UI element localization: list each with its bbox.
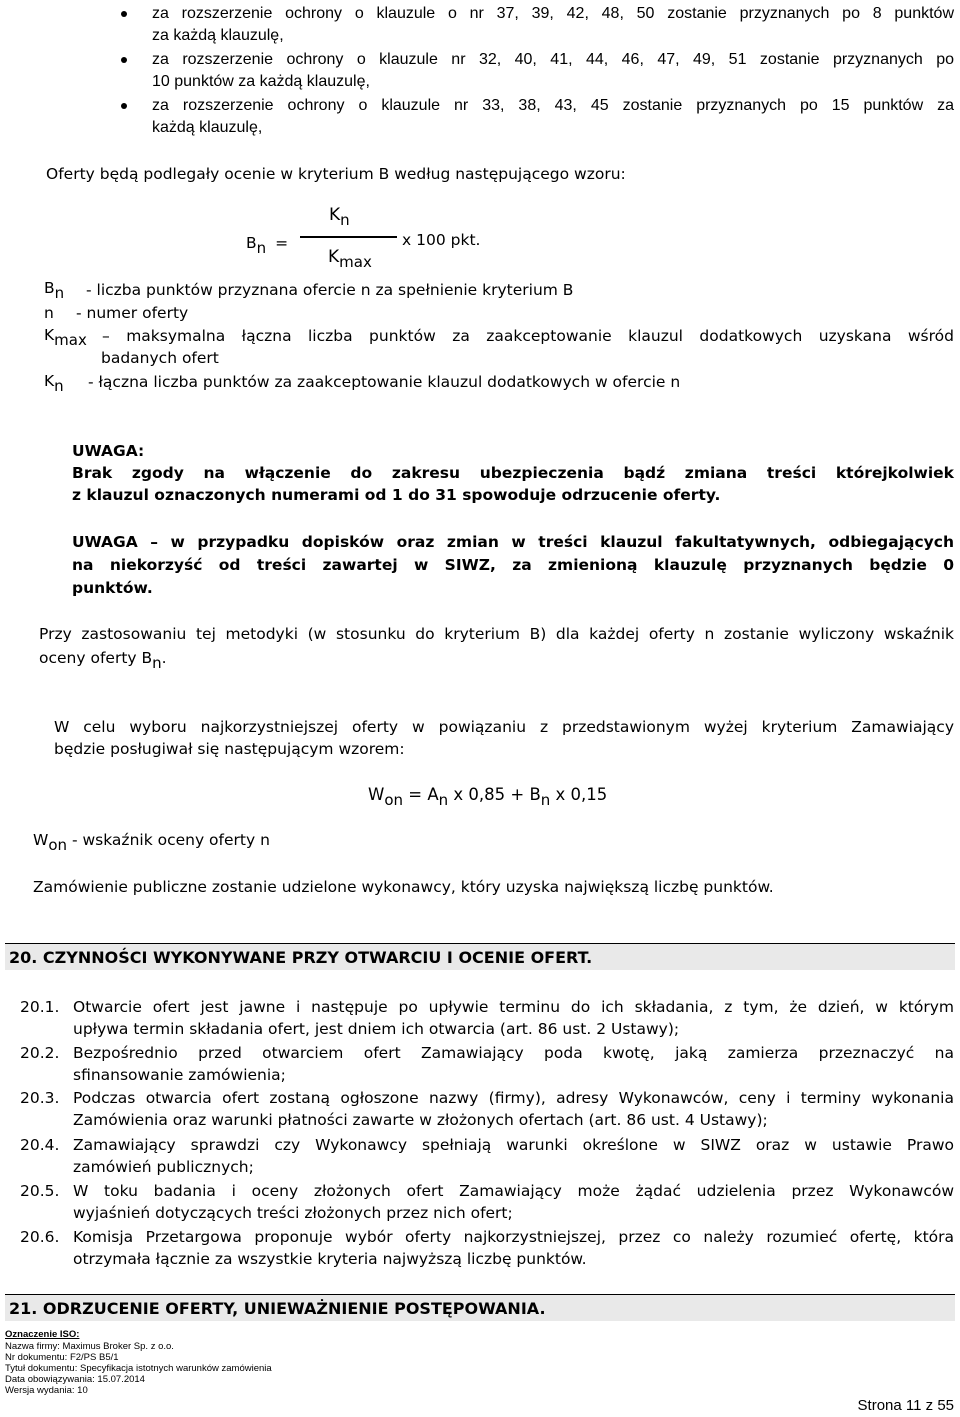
legend-symbol: Bn: [44, 279, 65, 302]
legend-text: – maksymalna łączna liczba punktów za zaakceptowanie klauzul dodatkowych uzyskana wśród: [102, 327, 954, 345]
bullet-line: za rozszerzenie ochrony o klauzule nr 33, 38, 43, 45 zostanie przyznanych po 15 punktów za: [152, 97, 954, 114]
item-number: 20.6.: [20, 1228, 60, 1246]
formula-b-lhs: Bn =: [246, 234, 289, 257]
footer-company: Nazwa firmy: Maximus Broker Sp. z o.o.: [5, 1341, 174, 1352]
legend-text: - numer oferty: [76, 304, 189, 322]
item-text: sfinansowanie zamówienia;: [73, 1066, 286, 1084]
section-21-heading: [5, 1294, 955, 1321]
item-number: 20.3.: [20, 1089, 60, 1107]
item-text: Komisja Przetargowa proponuje wybór oferty najkorzystniejszej, przez co należy rozumieć ofertę, która: [73, 1228, 954, 1246]
legend-symbol: Kmax: [44, 326, 87, 349]
bullet-line: za rozszerzenie ochrony o klauzule o nr 37, 39, 42, 48, 50 zostanie przyznanych po 8 punktów: [152, 5, 954, 22]
selection-text: W celu wyboru najkorzystniejszej oferty w powiązaniu z przedstawionym wyżej kryterium Zamawiający: [54, 718, 954, 736]
item-text: Bezpośrednio przed otwarciem ofert Zamawiający poda kwotę, jaką zamierza przeznaczyć na: [73, 1044, 954, 1062]
fraction-bar: [300, 236, 397, 238]
legend-symbol: Kn: [44, 372, 64, 395]
footer-version: Wersja wydania: 10: [5, 1385, 88, 1396]
item-text: Podczas otwarcia ofert zostaną ogłoszone nazwy (firmy), adresy Wykonawców, ceny i terminy wykonania: [73, 1089, 954, 1107]
bullet-line: za rozszerzenie ochrony o klauzule nr 32, 40, 41, 44, 46, 47, 49, 51 zostanie przyznanych po: [152, 51, 954, 68]
section-title: 20. CZYNNOŚCI WYKONYWANE PRZY OTWARCIU I OCENIE OFERT.: [9, 948, 593, 967]
method-text: oceny oferty Bn.: [39, 649, 167, 672]
legend-symbol: n: [44, 304, 54, 322]
item-text: otrzymała łącznie za wszystkie kryteria najwyższą liczbę punktów.: [73, 1250, 587, 1268]
footer-valid-date: Data obowiązywania: 15.07.2014: [5, 1374, 145, 1385]
formula-w: Won = An x 0,85 + Bn x 0,15: [368, 785, 608, 809]
item-text: wyjaśnień dotyczących treści złożonych przez nich ofert;: [73, 1204, 513, 1222]
bullet-dot: [121, 103, 127, 109]
footer-doc-number: Nr dokumentu: F2/PS B5/1: [5, 1352, 119, 1363]
footer-iso-label: Oznaczenie ISO:: [5, 1329, 80, 1340]
item-number: 20.1.: [20, 998, 60, 1016]
award-text: Zamówienie publiczne zostanie udzielone wykonawcy, który uzyska największą liczbę punktów.: [33, 878, 774, 896]
warning-text: Brak zgody na włączenie do zakresu ubezpieczenia bądź zmiana treści którejkolwiek: [72, 464, 954, 482]
warning-text: UWAGA – w przypadku dopisków oraz zmian w treści klauzul fakultatywnych, odbiegających: [72, 533, 954, 551]
bullet-dot: [121, 11, 127, 17]
bullet-line: 10 punktów za każdą klauzulę,: [152, 73, 370, 90]
item-number: 20.4.: [20, 1136, 60, 1154]
w-legend: Won - wskaźnik oceny oferty n: [33, 831, 270, 854]
warning-text: punktów.: [72, 579, 153, 597]
bullet-dot: [121, 57, 127, 63]
legend-text: - łączna liczba punktów za zaakceptowanie klauzul dodatkowych w ofercie n: [88, 373, 681, 391]
formula-b-numerator: Kn: [329, 205, 350, 229]
warning-text: na niekorzyść od treści zawartej w SIWZ, za zmienioną klauzulę przyznanych będzie 0: [72, 556, 954, 574]
selection-text: będzie posługiwał się następującym wzorem:: [54, 740, 405, 758]
page-number: Strona 11 z 55: [857, 1397, 954, 1414]
method-text: Przy zastosowaniu tej metodyki (w stosunku do kryterium B) dla każdej oferty n zostanie wyliczony wskaźnik: [39, 625, 954, 643]
legend-text: - liczba punktów przyznana ofercie n za spełnienie kryterium B: [86, 281, 574, 299]
item-text: Zamawiający sprawdzi czy Wykonawcy spełniają warunki określone w SIWZ oraz w ustawie Prawo: [73, 1136, 954, 1154]
item-number: 20.5.: [20, 1182, 60, 1200]
bullet-line: każdą klauzulę,: [152, 119, 263, 136]
item-text: zamówień publicznych;: [73, 1158, 254, 1176]
item-text: Zamówienia oraz warunki płatności zawarte w złożonych ofertach (art. 86 ust. 4 Ustawy);: [73, 1111, 768, 1129]
formula-b-denominator: Kmax: [328, 247, 372, 271]
warning-text: z klauzul oznaczonych numerami od 1 do 31 spowoduje odrzucenie oferty.: [72, 486, 721, 504]
item-text: upływa termin składania ofert, jest dniem ich otwarcia (art. 86 ust. 2 Ustawy);: [73, 1020, 680, 1038]
warning-title: UWAGA:: [72, 442, 145, 460]
criterion-intro: Oferty będą podlegały ocenie w kryterium B według następującego wzoru:: [46, 165, 626, 183]
legend-text: badanych ofert: [101, 349, 219, 367]
item-number: 20.2.: [20, 1044, 60, 1062]
section-title: 21. ODRZUCENIE OFERTY, UNIEWAŻNIENIE POSTĘPOWANIA.: [9, 1299, 546, 1318]
formula-b-times: x 100 pkt.: [402, 231, 481, 249]
bullet-line: za każdą klauzulę,: [152, 27, 284, 44]
section-20-heading: [5, 943, 955, 970]
item-text: Otwarcie ofert jest jawne i następuje po upływie terminu do ich składania, z tym, że dzień, w którym: [73, 998, 954, 1016]
item-text: W toku badania i oceny złożonych ofert Zamawiający może żądać udzielenia przez Wykonawców: [73, 1182, 954, 1200]
footer-doc-title: Tytuł dokumentu: Specyfikacja istotnych warunków zamówienia: [5, 1363, 272, 1374]
